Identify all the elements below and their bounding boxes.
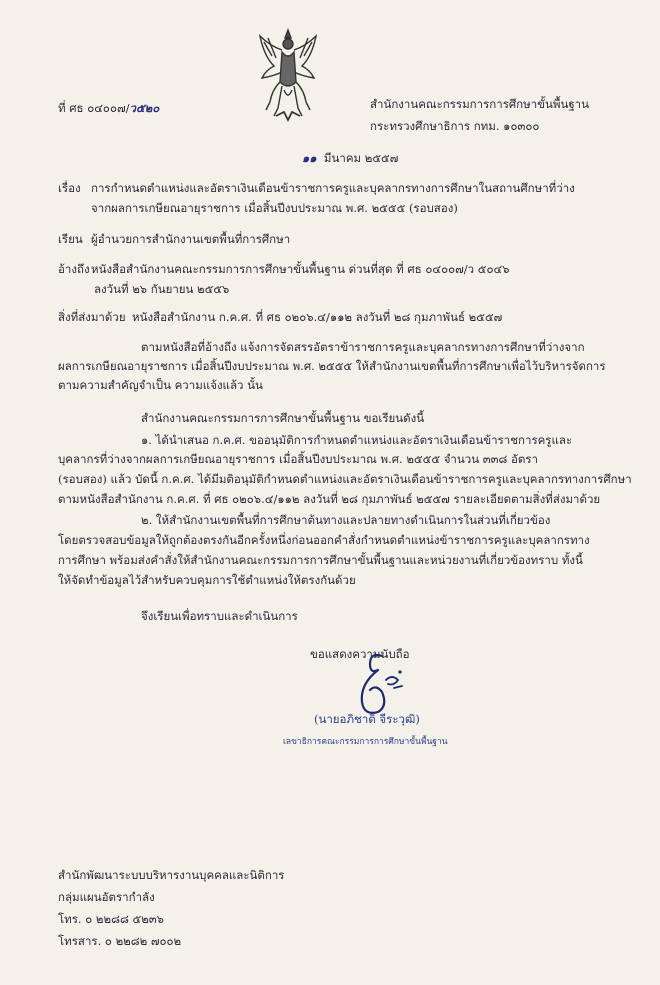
footer-phone: โทร. ๐ ๒๒๘๘ ๕๒๓๖ (58, 912, 164, 926)
body-paragraph-2: สำนักงานคณะกรรมการการศึกษาขั้นพื้นฐาน ขอเรียนดังนี้ (141, 411, 425, 425)
office-name: สำนักงานคณะกรรมการการศึกษาขั้นพื้นฐาน (370, 97, 589, 111)
body-item-1-line-3: (รอบสอง) แล้ว บัดนี้ ก.ค.ศ. ได้มีมติอนุมัติกำหนดตำแหน่งและอัตราเงินเดือนข้าราชการครูและบุคลากรทางการศึกษา (58, 472, 632, 486)
body-paragraph-1-line-2: ผลการเกษียณอายุราชการ เมื่อสิ้นปีงบประมาณ พ.ศ. ๒๕๕๕ ให้สำนักงานเขตพื้นที่การศึกษาเพื่อไว้บริหารจัดการ (58, 359, 606, 373)
subject-label: เรื่อง (58, 181, 81, 195)
signer-position: เลขาธิการคณะกรรมการการศึกษาขั้นพื้นฐาน (283, 737, 448, 747)
date-day-handwritten: ๑๑ (302, 151, 317, 165)
body-paragraph-1-line-1: ตามหนังสือที่อ้างถึง แจ้งการจัดสรรอัตราข้าราชการครูและบุคลากรทางการศึกษาที่ว่างจาก (141, 340, 585, 354)
body-item-2-line-3: การศึกษา พร้อมส่งคำสั่งให้สำนักงานคณะกรรมการการศึกษาขั้นพื้นฐานและหน่วยงานที่เกี่ยวข้องทราบ ทั้งนี้ (58, 553, 583, 567)
salutation-label: เรียน (58, 232, 83, 246)
body-item-2-line-4: ให้จัดทำข้อมูลไว้สำหรับควบคุมการใช้ตำแหน่งให้ตรงกันด้วย (58, 573, 356, 587)
body-paragraph-1-line-3: ตามความสำคัญจำเป็น ความแจ้งแล้ว นั้น (58, 378, 263, 392)
document-number-handwritten: ว๕๒๐ (129, 101, 160, 115)
signature-icon (348, 650, 408, 720)
signer-name: (นายอภิชาติ จีระวุฒิ) (314, 712, 420, 726)
date-month-year: มีนาคม ๒๕๕๗ (323, 151, 399, 165)
salutation-recipient: ผู้อำนวยการสำนักงานเขตพื้นที่การศึกษา (91, 232, 291, 246)
closing-regards: ขอแสดงความนับถือ (310, 647, 410, 661)
body-item-1-line-1: ๑. ได้นำเสนอ ก.ค.ศ. ขออนุมัติการกำหนดตำแหน่งและอัตราเงินเดือนข้าราชการครูและ (141, 433, 573, 447)
document-number (58, 101, 159, 116)
enclosure-label: สิ่งที่ส่งมาด้วย (58, 310, 126, 324)
office-address: กระทรวงศึกษาธิการ กทม. ๑๐๓๐๐ (370, 119, 540, 133)
reference-line-2: ลงวันที่ ๒๖ กันยายน ๒๕๕๖ (94, 282, 230, 296)
body-item-1-line-2: บุคลากรที่ว่างจากผลการเกษียณอายุราชการ เมื่อสิ้นปีงบประมาณ พ.ศ. ๒๕๕๕ จำนวน ๓๓๘ อัตรา (58, 452, 538, 466)
footer-group: กลุ่มแผนอัตรากำลัง (58, 890, 155, 904)
body-item-2-line-2: โดยตรวจสอบข้อมูลให้ถูกต้องตรงกันอีกครั้งหนึ่งก่อนออกคำสั่งกำหนดตำแหน่งข้าราชการครูและบุคลากรทาง (58, 533, 590, 547)
letter-date (302, 151, 398, 166)
reference-label: อ้างถึง (58, 262, 90, 276)
footer-department: สำนักพัฒนาระบบบริหารงานบุคคลและนิติการ (58, 868, 285, 882)
garuda-emblem-icon (256, 26, 320, 126)
footer-fax: โทรสาร. ๐ ๒๒๘๒ ๗๐๐๒ (58, 934, 182, 948)
subject-line-1: การกำหนดตำแหน่งและอัตราเงินเดือนข้าราชการครูและบุคลากรทางการศึกษาในสถานศึกษาที่ว่าง (91, 181, 575, 195)
body-item-2-line-1: ๒. ให้สำนักงานเขตพื้นที่การศึกษาต้นทางและปลายทางดำเนินการในส่วนที่เกี่ยวข้อง (141, 513, 551, 527)
reference-line-1: หนังสือสำนักงานคณะกรรมการการศึกษาขั้นพื้นฐาน ด่วนที่สุด ที่ ศธ ๐๔๐๐๗/ว ๕๐๔๖ (91, 262, 510, 276)
enclosure-text: หนังสือสำนักงาน ก.ค.ศ. ที่ ศธ ๐๒๐๖.๔/๑๑๒ ลงวันที่ ๒๘ กุมภาพันธ์ ๒๕๕๗ (132, 310, 503, 324)
body-item-1-line-4: ตามหนังสือสำนักงาน ก.ค.ศ. ที่ ศธ ๐๒๐๖.๔/๑๑๒ ลงวันที่ ๒๘ กุมภาพันธ์ ๒๕๕๗ รายละเอียดตามสิ่งที่ส่งมาด้วย (58, 492, 601, 506)
document-number-label: ที่ ศธ ๐๔๐๐๗/ (58, 101, 130, 115)
body-closing-request: จึงเรียนเพื่อทราบและดำเนินการ (141, 609, 298, 623)
subject-line-2: จากผลการเกษียณอายุราชการ เมื่อสิ้นปีงบประมาณ พ.ศ. ๒๕๕๕ (รอบสอง) (91, 201, 458, 215)
